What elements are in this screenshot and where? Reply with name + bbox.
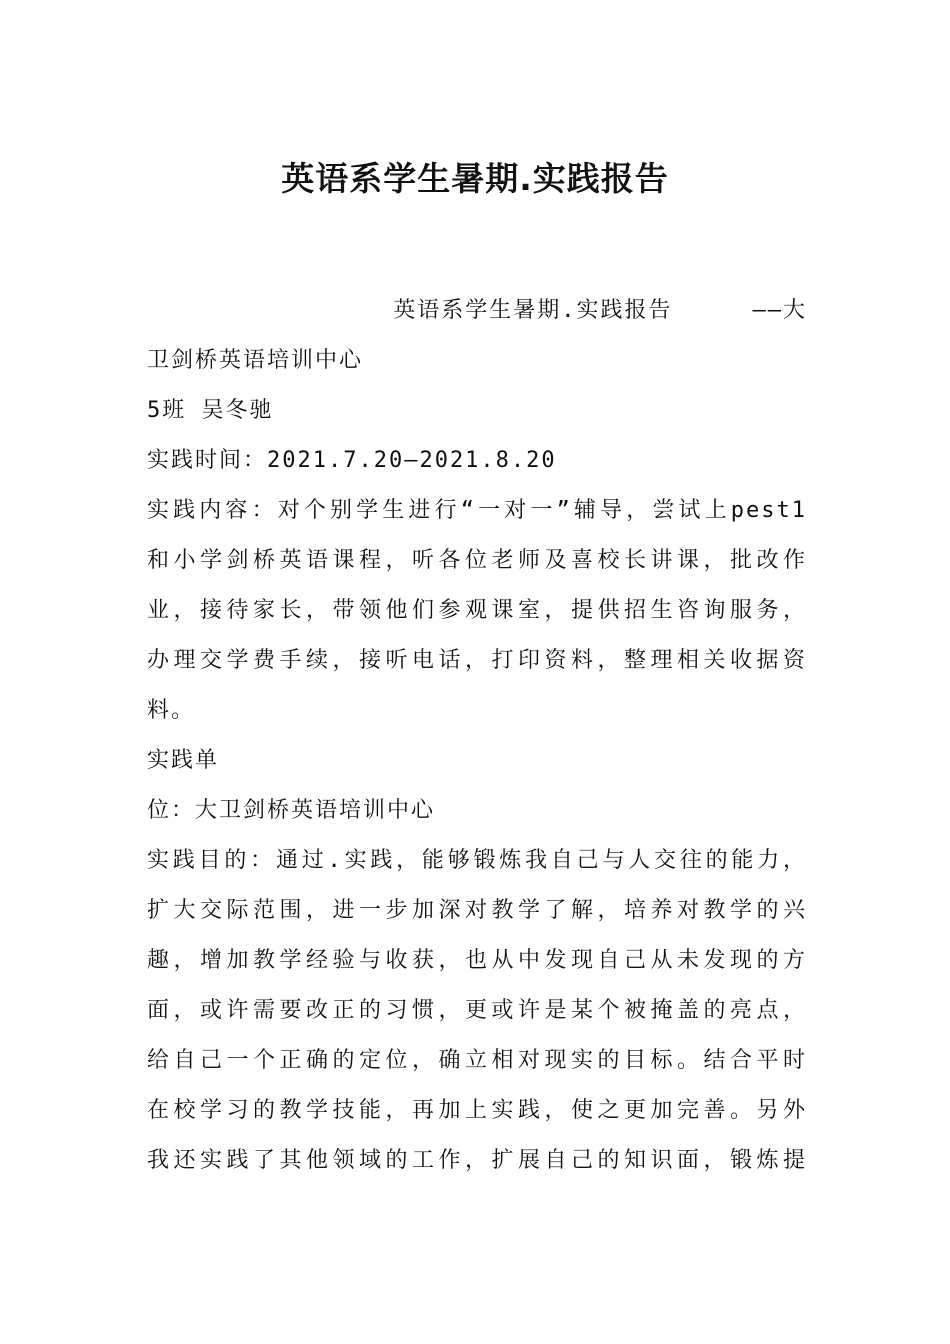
body-line: 在校学习的教学技能，再加上实践，使之更加完善。另外 [147,1098,807,1123]
body-line: 实践内容：对个别学生进行“一对一”辅导，尝试上pest1 [147,498,807,523]
body-line: 趣，增加教学经验与收获，也从中发现自己从未发现的方 [147,948,807,973]
body-line: 我还实践了其他领域的工作，扩展自己的知识面，锻炼提 [147,1148,807,1173]
body-line: 卫剑桥英语培训中心 [147,348,364,373]
body-line: 5班 吴冬驰 [147,398,274,423]
subtitle-line [147,286,807,336]
body-line: 料。 [147,698,196,723]
body-line: 面，或许需要改正的习惯，更或许是某个被掩盖的亮点， [147,998,807,1023]
body-line: 位：大卫剑桥英语培训中心 [147,798,436,823]
document-body [147,286,807,1186]
body-line: 和小学剑桥英语课程，听各位老师及喜校长讲课，批改作 [147,548,807,573]
body-line: 扩大交际范围，进一步加深对教学了解，培养对教学的兴 [147,898,807,923]
body-line: 实践目的：通过.实践，能够锻炼我自己与人交往的能力， [147,848,807,873]
body-line: 业，接待家长，带领他们参观课室，提供招生咨询服务， [147,598,807,623]
body-line: 实践时间：2021.7.20—2021.8.20 [147,448,557,473]
subtitle-dash-prefix: ——大 [752,298,807,323]
body-line: 实践单 [147,748,220,773]
subtitle-text: 英语系学生暑期.实践报告 [393,298,673,323]
body-line: 办理交学费手续，接听电话，打印资料，整理相关收据资 [147,648,807,673]
document-title: 英语系学生暑期.实践报告 [281,159,669,198]
body-line: 给自己一个正确的定位，确立相对现实的目标。结合平时 [147,1048,807,1073]
